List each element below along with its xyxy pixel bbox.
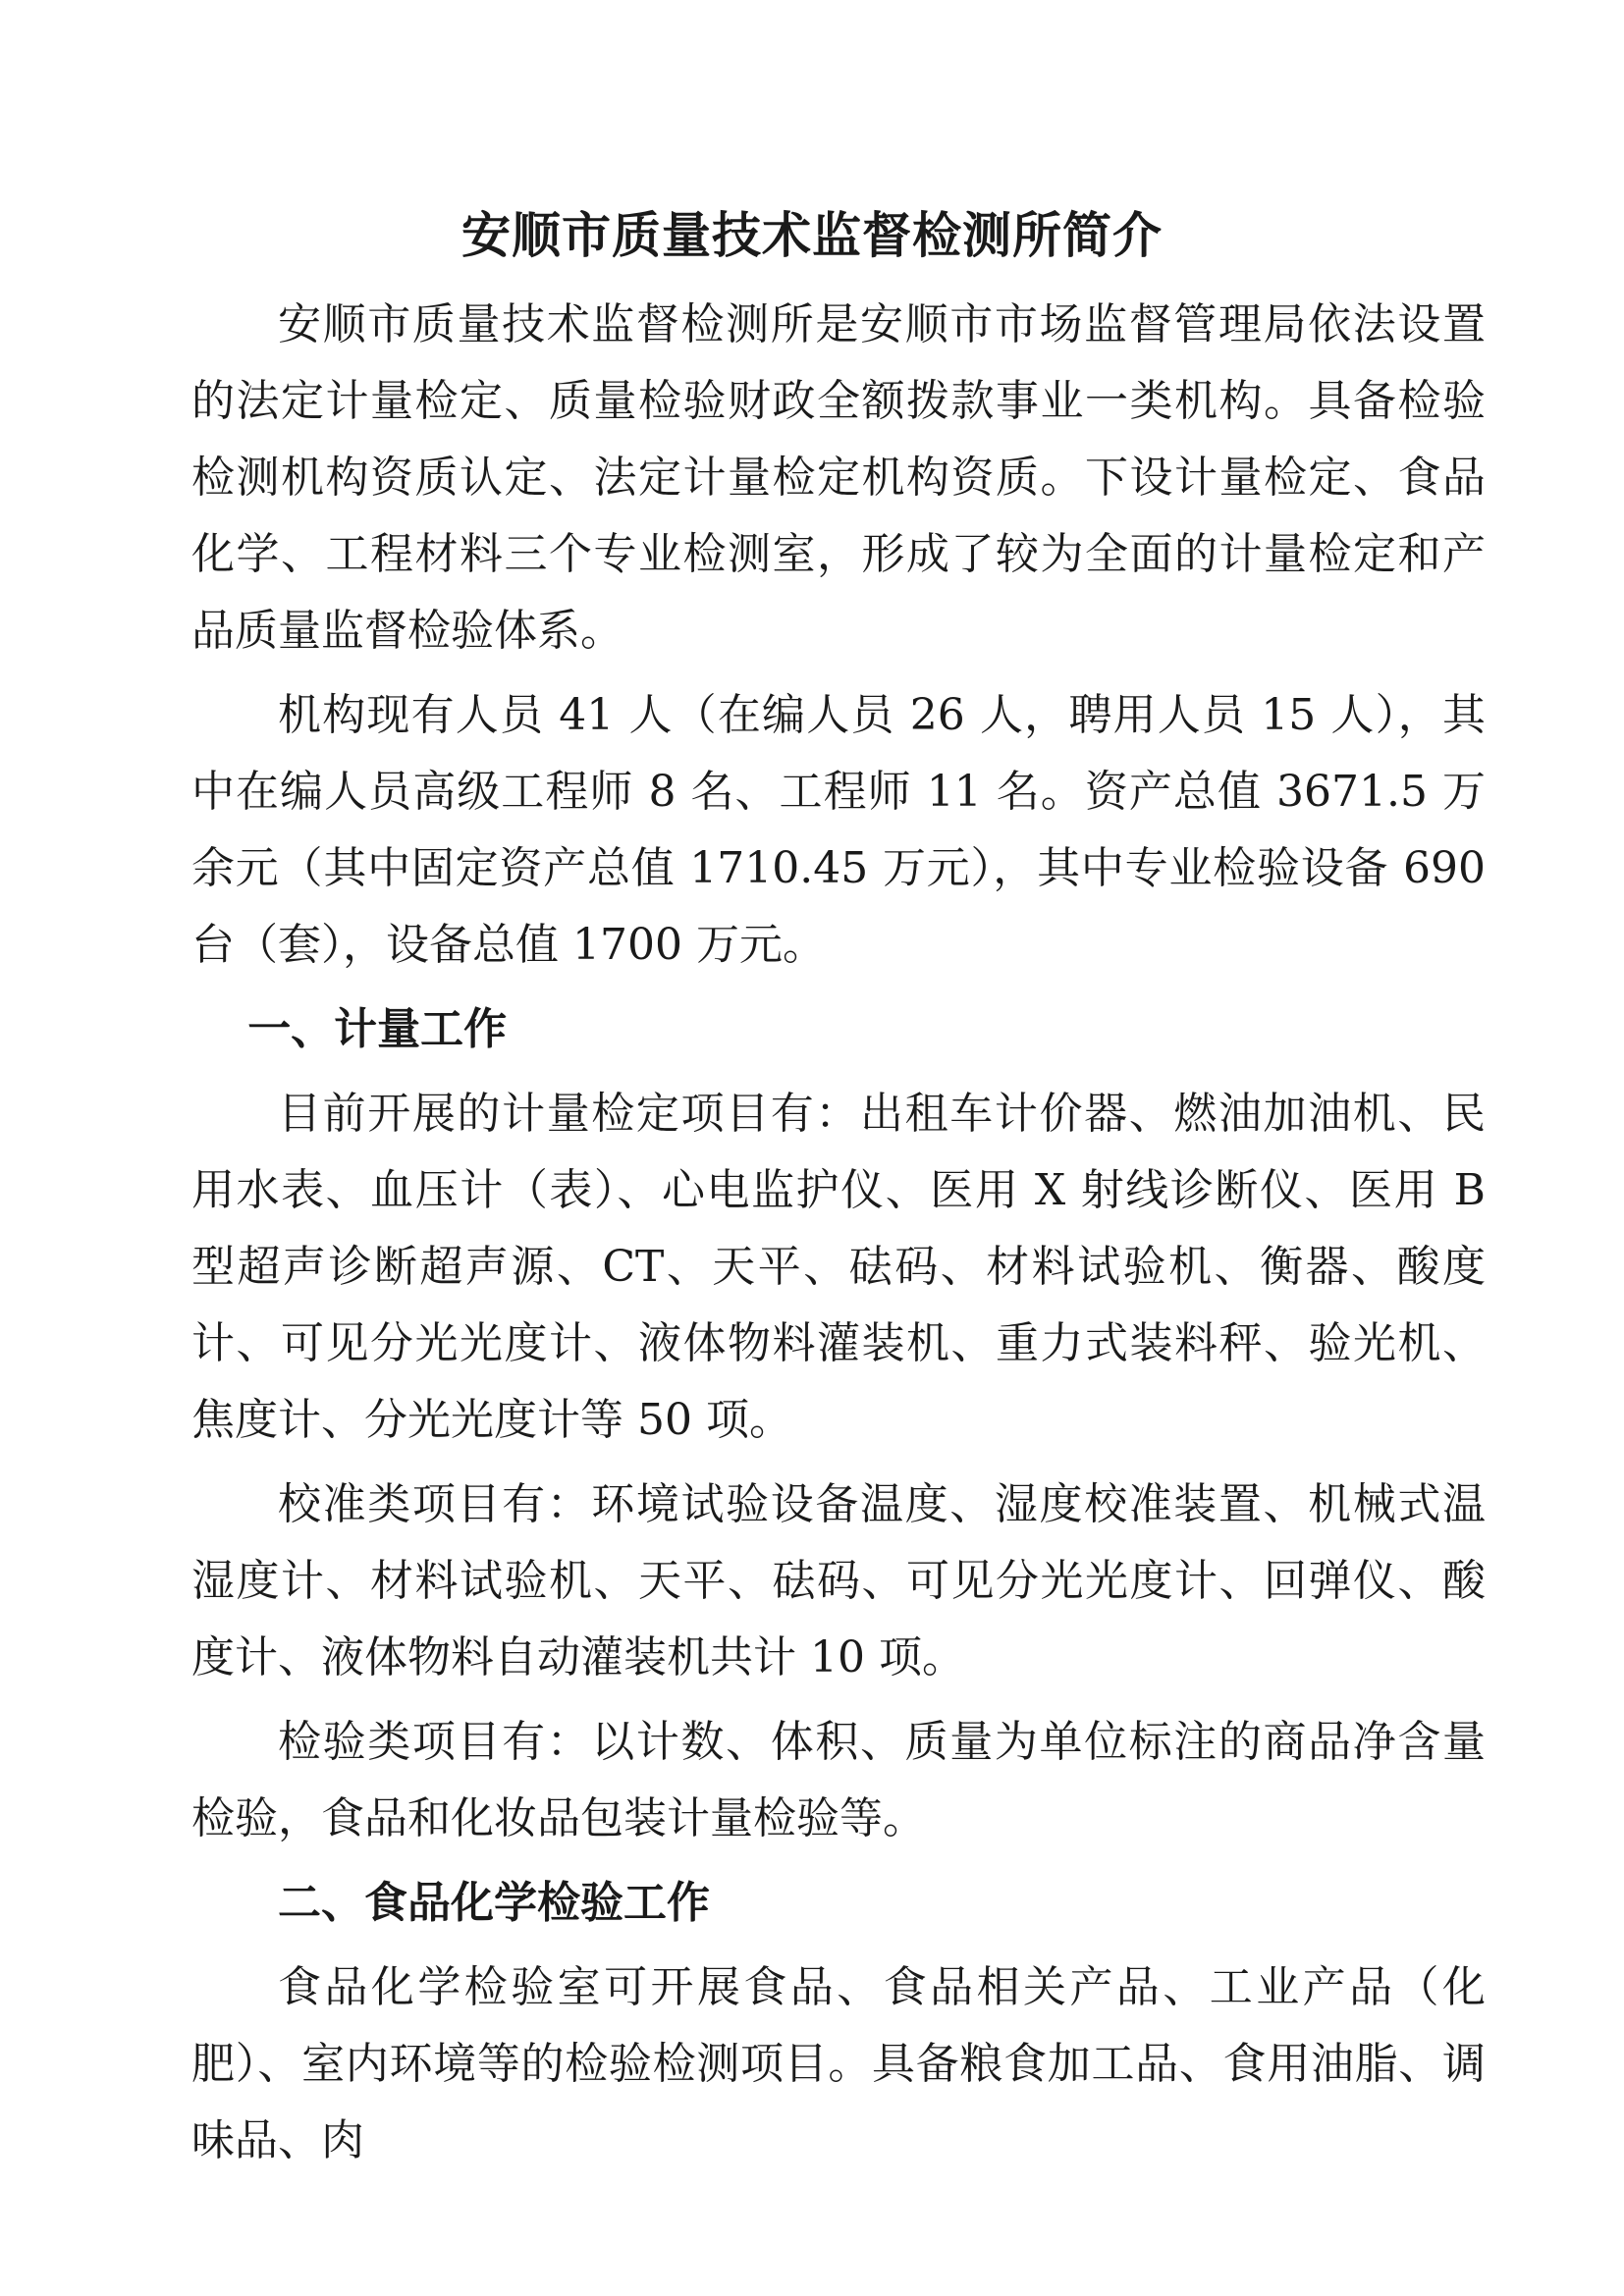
document-title: 安顺市质量技术监督检测所简介 bbox=[461, 206, 1163, 264]
inspection-items-paragraph: 检验类项目有：以计数、体积、质量为单位标注的商品净含量检验，食品和化妆品包装计量检验等。 bbox=[191, 1717, 1486, 1843]
intro-paragraph: 安顺市质量技术监督检测所是安顺市市场监督管理局依法设置的法定计量检定、质量检验财政全额拨款事业一类机构。具备检验检测机构资质认定、法定计量检定机构资质。下设计量检定、食品化学、工程材料三个专业检测室，形成了较为全面的计量检定和产品质量监督检验体系。 bbox=[191, 299, 1486, 656]
document-body bbox=[191, 287, 1486, 2187]
food-chemistry-paragraph: 食品化学检验室可开展食品、食品相关产品、工业产品（化肥）、室内环境等的检验检测项目。具备粮食加工品、食用油脂、调味品、肉 bbox=[191, 1962, 1486, 2165]
section-heading-food-chemistry: 二、食品化学检验工作 bbox=[278, 1878, 710, 1928]
section-heading-metrology: 一、计量工作 bbox=[247, 1004, 508, 1054]
staff-paragraph: 机构现有人员 41 人（在编人员 26 人，聘用人员 15 人），其中在编人员高级工程师 8 名、工程师 11 名。资产总值 3671.5 万余元（其中固定资产总值 1710.45 万元），其中专业检验设备 690 台（套），设备总值 1700 万元。 bbox=[191, 690, 1486, 970]
calibration-items-paragraph: 校准类项目有：环境试验设备温度、湿度校准装置、机械式温湿度计、材料试验机、天平、砝码、可见分光光度计、回弹仪、酸度计、液体物料自动灌装机共计 10 项。 bbox=[191, 1479, 1486, 1682]
metrology-items-paragraph: 目前开展的计量检定项目有：出租车计价器、燃油加油机、民用水表、血压计（表）、心电监护仪、医用 X 射线诊断仪、医用 B 型超声诊断超声源、CT、天平、砝码、材料试验机、衡器、酸度计、可见分光光度计、液体物料灌装机、重力式装料秤、验光机、焦度计、分光光度计等 50 项。 bbox=[191, 1089, 1486, 1445]
